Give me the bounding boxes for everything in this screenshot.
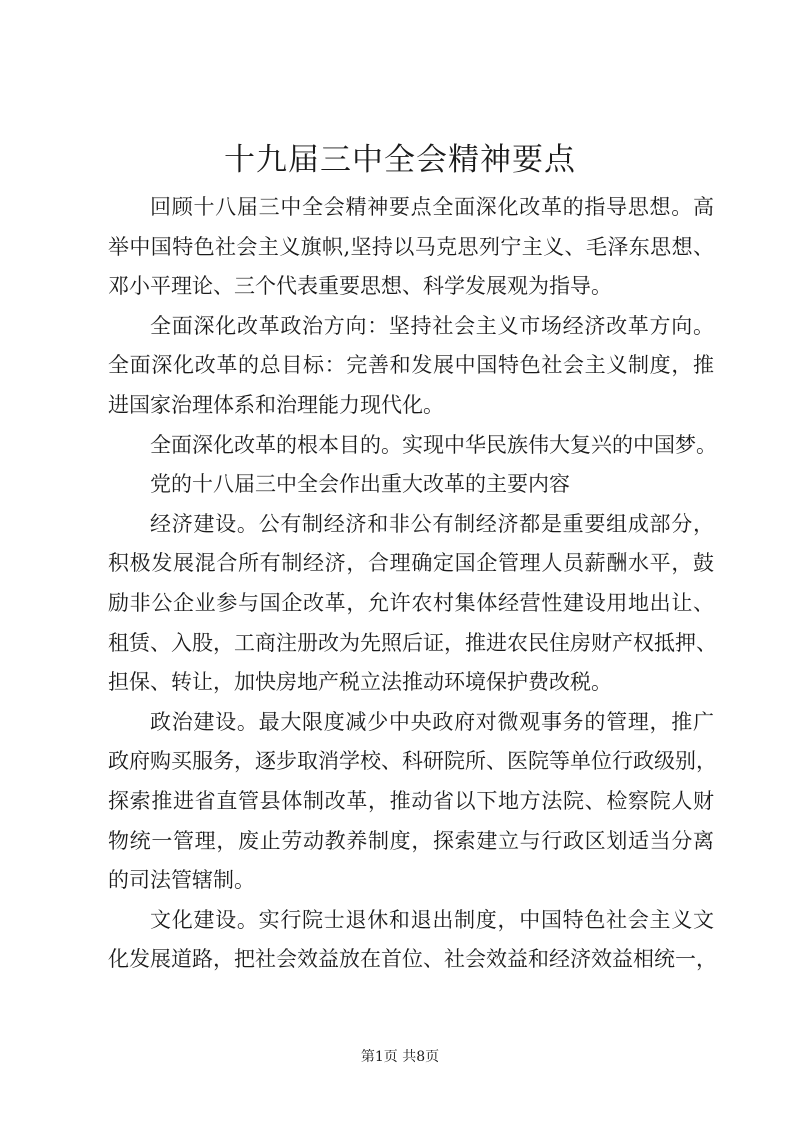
paragraph [108, 307, 714, 426]
text-line: 物统一管理，废止劳动教养制度，探索建立与行政区划适当分离 [108, 828, 714, 853]
paragraph [108, 426, 717, 466]
document-body [108, 188, 717, 980]
text-line: 党的十八届三中全会作出重大改革的主要内容 [150, 472, 570, 497]
text-line: 文化建设。实行院士退休和退出制度，中国特色社会主义文 [150, 907, 714, 932]
text-line: 担保、转让，加快房地产税立法推动环境保护费改税。 [108, 670, 612, 695]
text-line: 探索推进省直管县体制改革，推动省以下地方法院、检察院人财 [108, 788, 714, 813]
text-line: 租赁、入股，工商注册改为先照后证，推进农民住房财产权抵押、 [108, 630, 717, 655]
paragraph [108, 505, 717, 703]
text-line: 政府购买服务，逐步取消学校、科研院所、医院等单位行政级别， [108, 749, 717, 774]
text-line: 全面深化改革的根本目的。实现中华民族伟大复兴的中国梦。 [150, 432, 717, 457]
paragraph [108, 901, 717, 980]
text-line: 邓小平理论、三个代表重要思想、科学发展观为指导。 [108, 274, 612, 299]
text-line: 全面深化改革的总目标：完善和发展中国特色社会主义制度，推 [108, 353, 714, 378]
text-line: 的司法管辖制。 [108, 868, 255, 893]
text-line: 经济建设。公有制经济和非公有制经济都是重要组成部分， [150, 511, 714, 536]
paragraph [108, 188, 714, 307]
text-line: 励非公企业参与国企改革，允许农村集体经营性建设用地出让、 [108, 590, 714, 615]
paragraph [108, 465, 714, 505]
text-line: 回顾十八届三中全会精神要点全面深化改革的指导思想。高 [150, 195, 714, 219]
text-line: 全面深化改革政治方向：坚持社会主义市场经济改革方向。 [150, 313, 714, 338]
document-title: 十九届三中全会精神要点 [224, 142, 576, 178]
paragraph [108, 703, 717, 901]
page-number-footer: 第1页 共8页 [360, 1049, 440, 1065]
text-line: 举中国特色社会主义旗帜,坚持以马克思列宁主义、毛泽东思想、 [108, 234, 714, 259]
text-line: 化发展道路，把社会效益放在首位、社会效益和经济效益相统一， [108, 947, 717, 972]
text-line: 政治建设。最大限度减少中央政府对微观事务的管理，推广 [150, 709, 714, 734]
text-line: 积极发展混合所有制经济，合理确定国企管理人员薪酬水平，鼓 [108, 551, 714, 576]
text-line: 进国家治理体系和治理能力现代化。 [108, 392, 444, 417]
